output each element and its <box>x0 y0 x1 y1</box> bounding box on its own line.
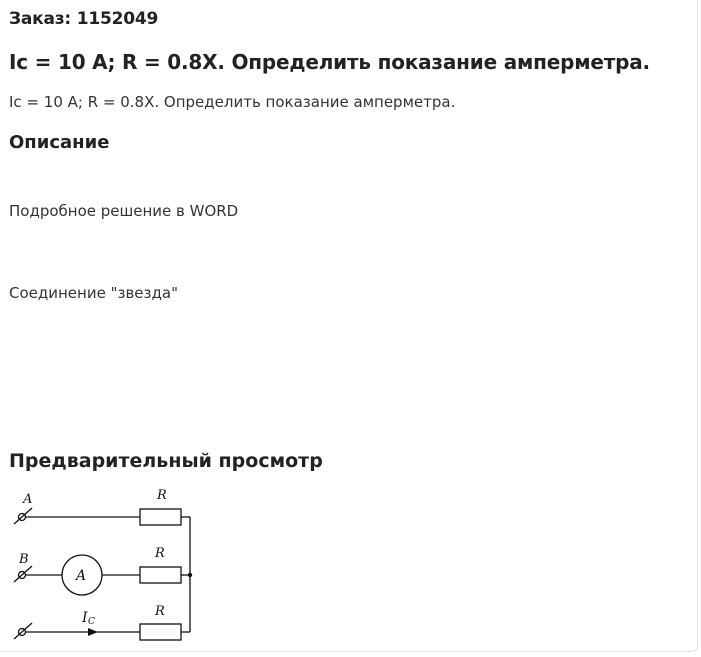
label-phase-b: B <box>19 552 29 567</box>
resistor-3 <box>140 624 181 640</box>
label-ammeter: A <box>76 568 87 584</box>
star-node <box>188 573 192 577</box>
page-title: Ic = 10 А; R = 0.8X. Определить показание амперметра. <box>9 50 650 74</box>
description-line-2: Соединение "звезда" <box>9 284 178 302</box>
label-current: I <box>82 610 88 626</box>
label-resistor-2: R <box>155 546 165 561</box>
resistor-2 <box>140 567 181 583</box>
label-resistor-3: R <box>155 604 165 619</box>
order-number: Заказ: 1152049 <box>9 9 159 29</box>
resistor-1 <box>140 509 181 525</box>
preview-heading: Предварительный просмотр <box>9 450 323 472</box>
label-phase-a: A <box>23 492 33 507</box>
problem-statement: Ic = 10 А; R = 0.8X. Определить показание амперметра. <box>9 93 456 111</box>
current-arrow-icon <box>88 628 98 636</box>
label-resistor-1: R <box>157 488 167 503</box>
label-current-subscript: C <box>88 617 95 627</box>
circuit-diagram <box>0 480 230 650</box>
description-line-1: Подробное решение в WORD <box>9 202 239 220</box>
description-heading: Описание <box>9 132 110 153</box>
